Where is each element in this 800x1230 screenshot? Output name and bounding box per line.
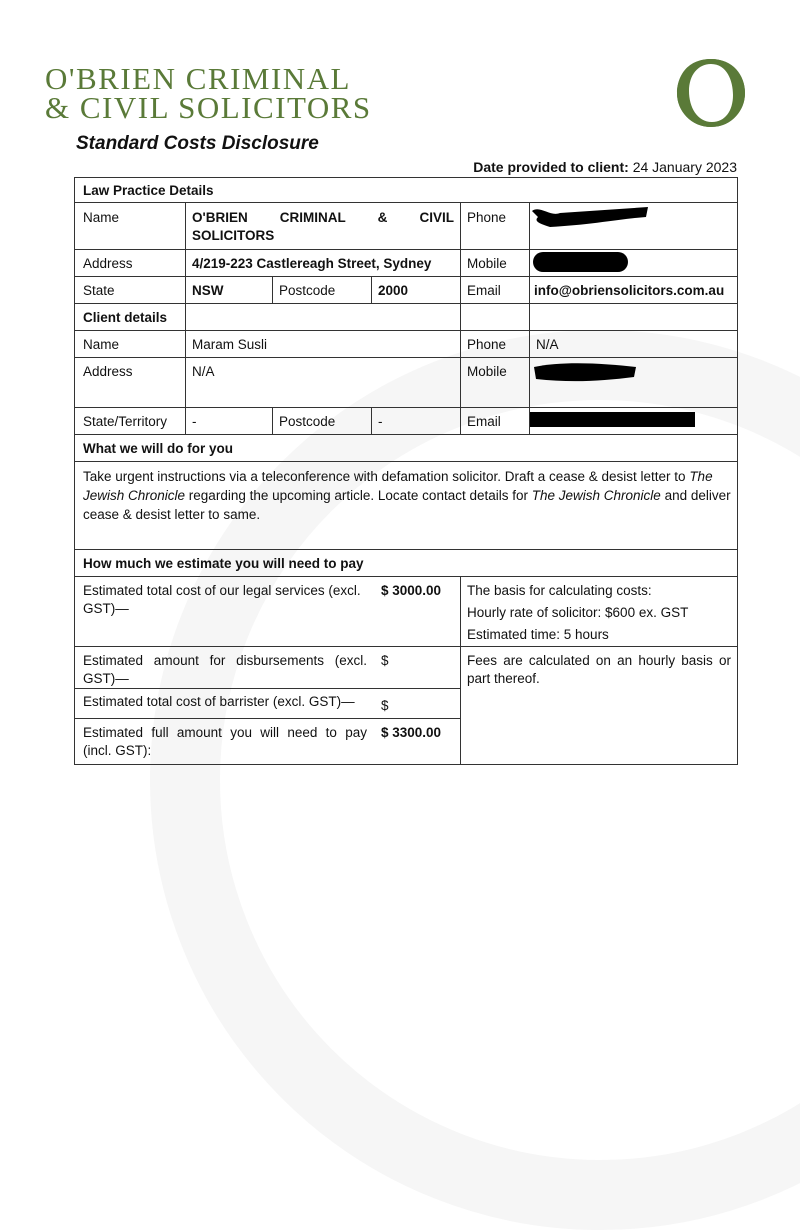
redaction-client-mobile <box>532 361 638 383</box>
date-value: 24 January 2023 <box>632 159 737 175</box>
practice-name-value: O'BRIEN CRIMINAL & CIVIL SOLICITORS <box>192 210 454 243</box>
practice-address-label: Address <box>83 256 133 271</box>
practice-postcode-value: 2000 <box>378 283 409 298</box>
client-header: Client details <box>83 310 168 325</box>
disbursements-value: $ <box>381 653 389 668</box>
practice-postcode-label: Postcode <box>279 283 336 298</box>
logo-o-icon <box>671 55 751 131</box>
services-description: Take urgent instructions via a teleconference with defamation solicitor. Draft a cease & desist letter to The Jewish Chronicle regarding the upcoming article. Locate contact details for The Jewish Chronicle and deliver cease & desist letter to same. <box>83 469 731 522</box>
practice-name-label: Name <box>83 210 120 225</box>
client-address-value: N/A <box>192 364 215 379</box>
costs-basis: The basis for calculating costs: Hourly rate of solicitor: $600 ex. GST Estimated time: 5 hours <box>467 583 689 642</box>
practice-phone-label: Phone <box>467 210 507 225</box>
client-phone-value: N/A <box>536 337 559 352</box>
client-name-label: Name <box>83 337 120 352</box>
client-postcode-value: - <box>378 414 383 429</box>
disbursements-label: Estimated amount for disbursements (excl. GST)— <box>83 653 367 686</box>
practice-state-label: State <box>83 283 115 298</box>
costs-disclosure-table <box>74 177 738 765</box>
client-name-value: Maram Susli <box>192 337 268 352</box>
full-amount-value: $ 3300.00 <box>381 725 442 740</box>
costs-header: How much we estimate you will need to pay <box>83 556 364 571</box>
logo-line-1: O'BRIEN CRIMINAL <box>45 61 351 96</box>
client-postcode-label: Postcode <box>279 414 336 429</box>
firm-logo-text <box>45 61 372 125</box>
logo-line-2: & CIVIL SOLICITORS <box>45 90 372 125</box>
client-email-label: Email <box>467 414 501 429</box>
redaction-practice-mobile <box>533 252 628 272</box>
legal-services-cost-label: Estimated total cost of our legal services (excl. GST)— <box>83 583 361 616</box>
practice-email-value[interactable]: info@obriensolicitors.com.au <box>534 283 725 298</box>
legal-services-cost-value: $ 3000.00 <box>381 583 442 598</box>
client-address-label: Address <box>83 364 133 379</box>
client-state-label: State/Territory <box>83 414 168 429</box>
fees-note: Fees are calculated on an hourly basis or part thereof. <box>467 653 731 686</box>
client-phone-label: Phone <box>467 337 507 352</box>
client-mobile-label: Mobile <box>467 364 507 379</box>
date-label: Date provided to client: <box>473 159 629 175</box>
services-header: What we will do for you <box>83 441 233 456</box>
practice-email-label: Email <box>467 283 501 298</box>
client-state-value: - <box>192 414 197 429</box>
practice-address-value: 4/219-223 Castlereagh Street, Sydney <box>192 256 432 271</box>
redaction-client-email <box>530 412 695 427</box>
practice-state-value: NSW <box>192 283 224 298</box>
date-provided <box>473 159 737 175</box>
document-title: Standard Costs Disclosure <box>76 133 319 154</box>
full-amount-label: Estimated full amount you will need to pay (incl. GST): <box>83 725 367 758</box>
practice-mobile-label: Mobile <box>467 256 507 271</box>
redaction-practice-phone <box>530 203 650 229</box>
barrister-cost-label: Estimated total cost of barrister (excl. GST)— <box>83 694 355 709</box>
practice-header: Law Practice Details <box>83 183 214 198</box>
barrister-cost-value: $ <box>381 698 389 713</box>
